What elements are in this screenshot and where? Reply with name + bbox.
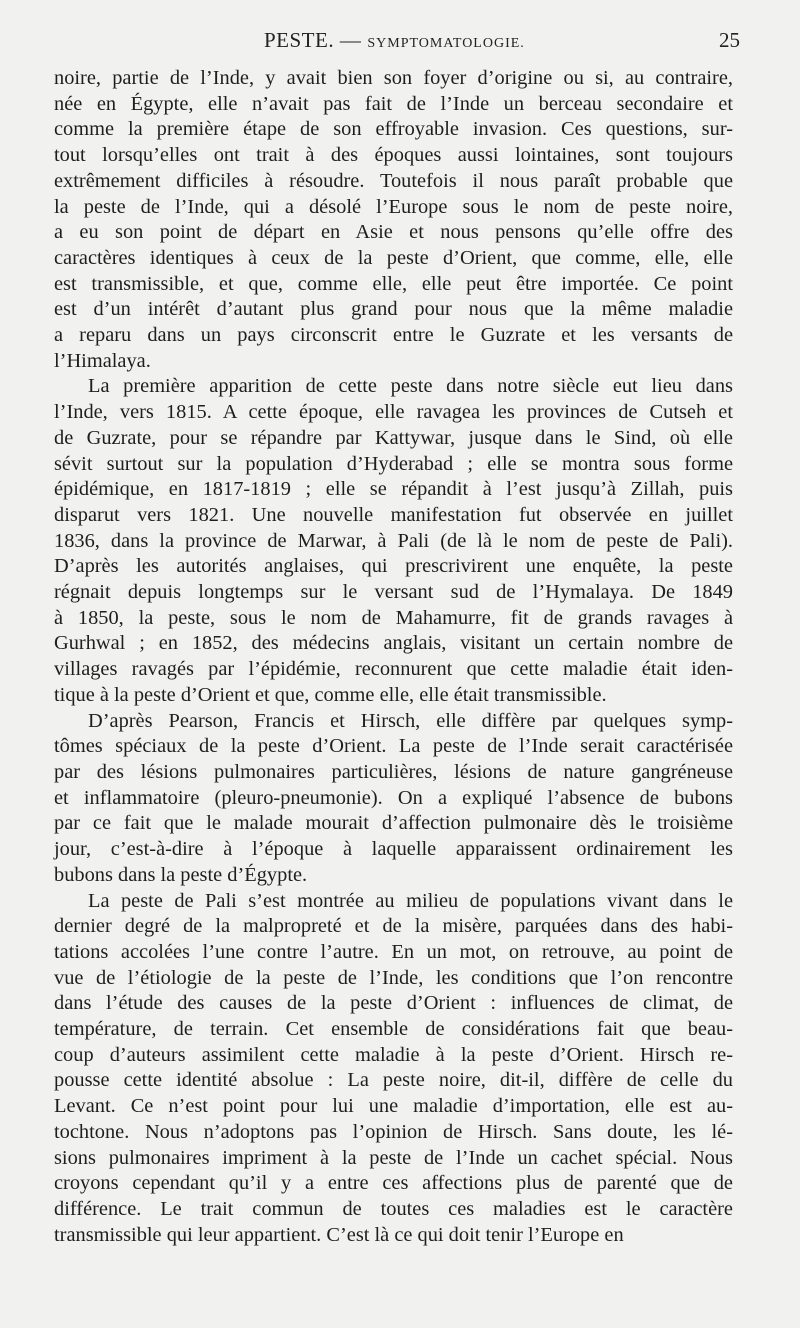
text-line: transmissible qui leur appartient. C’est là ce qui doit tenir l’Europe en xyxy=(54,1223,624,1246)
text-line: croyons cependant qu’il y a entre ces affections plus de parenté que de xyxy=(54,1172,733,1195)
text-line: extrêmement difficiles à résoudre. Toutefois il nous paraît probable que xyxy=(54,169,733,192)
text-line: tômes spéciaux de la peste d’Orient. La peste de l’Inde serait caractérisée xyxy=(54,735,733,758)
text-line: D’après Pearson, Francis et Hirsch, elle diffère par quelques symp- xyxy=(88,709,733,732)
text-line: l’Himalaya. xyxy=(54,349,151,372)
text-line: tout lorsqu’elles ont trait à des époques aussi lointaines, sont toujours xyxy=(54,144,733,167)
text-line: est d’un intérêt d’autant plus grand pour nous que la même maladie xyxy=(54,298,733,321)
text-line: différence. Le trait commun de toutes ces maladies est le caractère xyxy=(54,1197,733,1220)
text-line: épidémique, en 1817-1819 ; elle se répandit à l’est jusqu’à Zillah, puis xyxy=(54,478,733,501)
text-line: coup d’auteurs assimilent cette maladie à la peste d’Orient. Hirsch re- xyxy=(54,1043,733,1066)
text-line: 1836, dans la province de Marwar, à Pali (de là le nom de peste de Pali). xyxy=(54,529,733,552)
page-number: 25 xyxy=(719,28,740,52)
text-line: tochtone. Nous n’adoptons pas l’opinion de Hirsch. Sans doute, les lé- xyxy=(54,1120,733,1143)
text-line: bubons dans la peste d’Égypte. xyxy=(54,863,308,886)
body-text xyxy=(54,66,733,1248)
text-line: La première apparition de cette peste dans notre siècle eut lieu dans xyxy=(88,375,733,398)
text-line: par des lésions pulmonaires particulières, lésions de nature gangréneuse xyxy=(54,760,733,783)
text-line: tique à la peste d’Orient et que, comme elle, elle était transmissible. xyxy=(54,683,607,706)
text-line: est transmissible, et que, comme elle, elle peut être importée. Ce point xyxy=(54,272,733,295)
text-line: pousse cette identité absolue : La peste noire, dit-il, diffère de celle du xyxy=(54,1069,733,1092)
paragraph xyxy=(54,66,733,374)
running-title-main: PESTE. — xyxy=(264,28,362,52)
text-line: l’Inde, vers 1815. A cette époque, elle ravagea les provinces de Cutseh et xyxy=(54,401,733,424)
text-line: jour, c’est-à-dire à l’époque à laquelle apparaissent ordinairement les xyxy=(54,838,733,861)
paragraph xyxy=(54,889,733,1249)
text-line: La peste de Pali s’est montrée au milieu de populations vivant dans le xyxy=(88,889,733,912)
running-header xyxy=(54,28,740,58)
text-line: Gurhwal ; en 1852, des médecins anglais, visitant un certain nombre de xyxy=(54,632,733,655)
text-line: à 1850, la peste, sous le nom de Mahamurre, fit de grands ravages à xyxy=(54,606,733,629)
text-line: régnait depuis longtemps sur le versant sud de l’Hymalaya. De 1849 xyxy=(54,581,733,604)
running-title xyxy=(264,28,525,53)
text-line: et inflammatoire (pleuro-pneumonie). On a expliqué l’absence de bubons xyxy=(54,786,733,809)
text-line: villages ravagés par l’épidémie, reconnurent que cette maladie était iden- xyxy=(54,658,733,681)
text-line: température, de terrain. Cet ensemble de considérations fait que beau- xyxy=(54,1018,733,1041)
text-line: dernier degré de la malpropreté et de la misère, parquées dans des habi- xyxy=(54,915,733,938)
text-line: D’après les autorités anglaises, qui prescrivirent une enquête, la peste xyxy=(54,555,733,578)
text-line: née en Égypte, elle n’avait pas fait de l’Inde un berceau secondaire et xyxy=(54,92,733,115)
paragraph xyxy=(54,709,733,889)
text-line: dans l’étude des causes de la peste d’Orient : influences de climat, de xyxy=(54,992,733,1015)
text-line: Levant. Ce n’est point pour lui une maladie d’importation, elle est au- xyxy=(54,1095,733,1118)
text-line: de Guzrate, pour se répandre par Kattywar, jusque dans le Sind, où elle xyxy=(54,426,733,449)
text-line: disparut vers 1821. Une nouvelle manifestation fut observée en juillet xyxy=(54,503,733,526)
text-line: sions pulmonaires impriment à la peste de l’Inde un cachet spécial. Nous xyxy=(54,1146,733,1169)
text-line: comme la première étape de son effroyable invasion. Ces questions, sur- xyxy=(54,118,733,141)
text-line: la peste de l’Inde, qui a désolé l’Europe sous le nom de peste noire, xyxy=(54,195,733,218)
text-line: caractères identiques à ceux de la peste d’Orient, que comme, elle, elle xyxy=(54,246,733,269)
text-line: vue de l’étiologie de la peste de l’Inde, les conditions que l’on rencontre xyxy=(54,966,733,989)
text-line: a eu son point de départ en Asie et nous pensons qu’elle offre des xyxy=(54,221,733,244)
text-line: sévit surtout sur la population d’Hyderabad ; elle se montra sous forme xyxy=(54,452,733,475)
paragraph xyxy=(54,374,733,708)
text-line: tations accolées l’une contre l’autre. En un mot, on retrouve, au point de xyxy=(54,940,733,963)
running-title-section: SYMPTOMATOLOGIE. xyxy=(367,36,525,51)
text-line: a reparu dans un pays circonscrit entre le Guzrate et les versants de xyxy=(54,324,733,347)
text-line: noire, partie de l’Inde, y avait bien son foyer d’origine ou si, au contraire, xyxy=(54,67,733,89)
text-line: par ce fait que le malade mourait d’affection pulmonaire dès le troisième xyxy=(54,812,733,835)
